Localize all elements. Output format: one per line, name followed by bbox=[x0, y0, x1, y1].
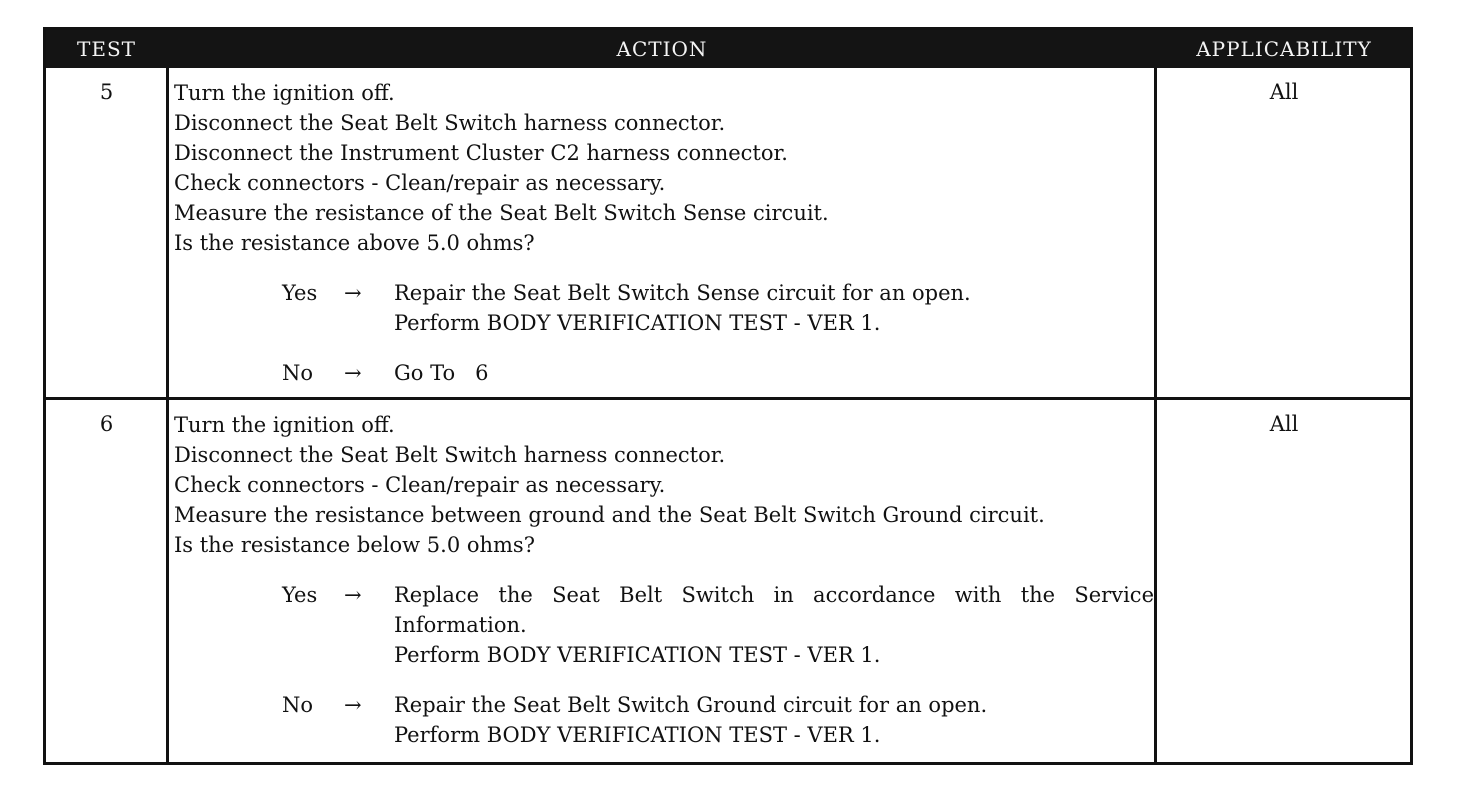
response-line: Perform BODY VERIFICATION TEST - VER 1. bbox=[394, 311, 881, 335]
arrow-right-icon: → bbox=[344, 693, 362, 717]
action-step: Measure the resistance between ground and the Seat Belt Switch Ground circuit. bbox=[174, 503, 1045, 527]
response-line: Replace the Seat Belt Switch in accordance with the Service bbox=[394, 583, 1154, 607]
yes-label: Yes bbox=[282, 583, 318, 607]
action-step: Turn the ignition off. bbox=[174, 81, 395, 105]
action-step: Disconnect the Instrument Cluster C2 harness connector. bbox=[174, 141, 788, 165]
diagnostic-test-table bbox=[43, 27, 1413, 765]
applicability-value: All bbox=[1269, 80, 1299, 104]
action-step: Check connectors - Clean/repair as necessary. bbox=[174, 171, 666, 195]
response-line: Repair the Seat Belt Switch Ground circuit for an open. bbox=[394, 693, 988, 717]
yes-label: Yes bbox=[282, 281, 318, 305]
arrow-right-icon: → bbox=[344, 361, 362, 385]
no-label: No bbox=[282, 693, 314, 717]
test-number: 5 bbox=[99, 80, 114, 104]
action-step: Check connectors - Clean/repair as necessary. bbox=[174, 473, 666, 497]
response-line: Perform BODY VERIFICATION TEST - VER 1. bbox=[394, 643, 881, 667]
header-applicability: APPLICABILITY bbox=[1196, 37, 1372, 61]
row-divider bbox=[46, 397, 1410, 400]
response-line: Repair the Seat Belt Switch Sense circuit for an open. bbox=[394, 281, 971, 305]
action-step: Disconnect the Seat Belt Switch harness connector. bbox=[174, 111, 726, 135]
no-label: No bbox=[282, 361, 314, 385]
action-step: Turn the ignition off. bbox=[174, 413, 395, 437]
action-step: Is the resistance below 5.0 ohms? bbox=[174, 533, 535, 557]
response-line: Perform BODY VERIFICATION TEST - VER 1. bbox=[394, 723, 881, 747]
test-number: 6 bbox=[99, 412, 114, 436]
arrow-right-icon: → bbox=[344, 583, 362, 607]
action-steps bbox=[174, 78, 829, 258]
response-line: Information. bbox=[394, 613, 527, 637]
applicability-value: All bbox=[1269, 412, 1299, 436]
header-action: ACTION bbox=[616, 37, 708, 61]
action-step: Is the resistance above 5.0 ohms? bbox=[174, 231, 535, 255]
action-steps bbox=[174, 410, 1045, 560]
table-header bbox=[46, 30, 1410, 68]
header-test: TEST bbox=[77, 37, 136, 61]
action-step: Measure the resistance of the Seat Belt Switch Sense circuit. bbox=[174, 201, 829, 225]
action-step: Disconnect the Seat Belt Switch harness connector. bbox=[174, 443, 726, 467]
response-line: Go To 6 bbox=[394, 361, 489, 385]
arrow-right-icon: → bbox=[344, 281, 362, 305]
